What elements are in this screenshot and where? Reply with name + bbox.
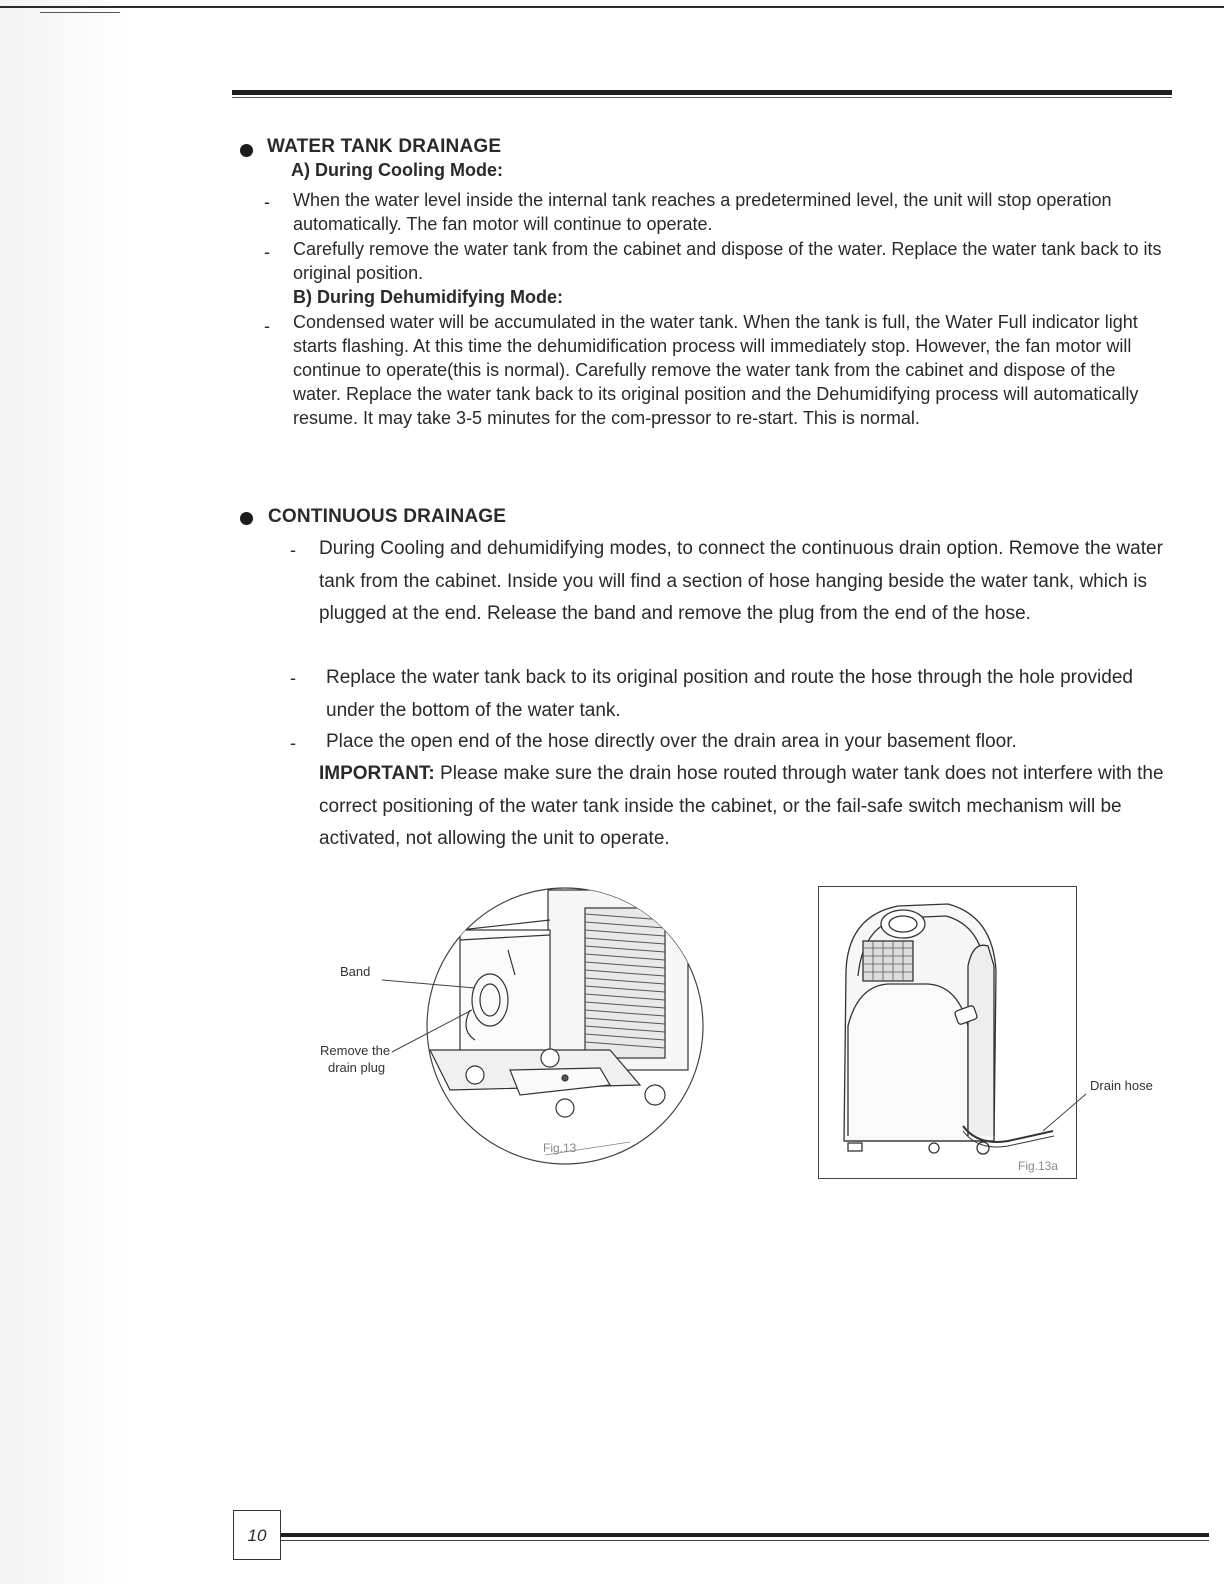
- figure-caption: Fig.13: [543, 1141, 577, 1155]
- subheading-dehumidifying-mode: B) During Dehumidifying Mode:: [293, 287, 563, 307]
- section-title: WATER TANK DRAINAGE: [267, 136, 502, 157]
- dash-marker: -: [264, 242, 270, 262]
- dehumidifier-interior-illustration: [310, 880, 720, 1170]
- dash-marker: -: [290, 733, 296, 753]
- cooling-item-2: Carefully remove the water tank from the cabinet and dispose of the water. Replace the water tank back to its original position.: [293, 239, 1162, 283]
- dash-marker: -: [290, 668, 296, 688]
- important-text: Please make sure the drain hose routed through water tank does not interfere with the correct positioning of the water tank inside the cabinet, or the fail-safe switch mechanism will be activated, not allowing the unit to operate.: [319, 763, 1164, 849]
- dash-marker: -: [290, 540, 296, 560]
- page-spine-shadow: [0, 0, 130, 1584]
- page-number: 10: [247, 1526, 267, 1545]
- header-rule: [232, 90, 1172, 95]
- bullet-icon: [240, 512, 253, 525]
- important-note: [319, 758, 1174, 856]
- footer-rule: [281, 1533, 1209, 1537]
- footer-rule-thin: [281, 1540, 1209, 1541]
- continuous-item-3: Place the open end of the hose directly over the drain area in your basement floor.: [326, 731, 1017, 752]
- subheading-cooling-mode: A) During Cooling Mode:: [291, 160, 503, 180]
- header-rule-thin: [232, 97, 1172, 98]
- label-band: Band: [340, 964, 371, 979]
- cooling-item-1: When the water level inside the internal tank reaches a predetermined level, the unit will stop operation automatically. The fan motor will continue to operate.: [293, 190, 1112, 234]
- bullet-icon: [240, 144, 253, 157]
- important-label: IMPORTANT:: [319, 763, 435, 784]
- figure-13: [310, 880, 720, 1170]
- continuous-item-1: During Cooling and dehumidifying modes, to connect the continuous drain option. Remove the water tank from the cabinet. Inside you will find a section of hose hanging beside the water tank, which is plugged at the end. Release the band and remove the plug from the end of the hose.: [319, 538, 1163, 624]
- label-drain-hose: Drain hose: [1090, 1078, 1153, 1093]
- label-remove-plug-line1: Remove the: [320, 1043, 391, 1058]
- label-remove-plug-line2: drain plug: [328, 1060, 386, 1075]
- scan-edge-line: [0, 6, 1224, 8]
- continuous-item-2: Replace the water tank back to its original position and route the hose through the hole provided under the bottom of the water tank.: [326, 667, 1133, 721]
- dash-marker: -: [264, 192, 270, 212]
- dehumidifier-exterior-illustration: [818, 886, 1168, 1181]
- figure-caption: Fig.13a: [1018, 1159, 1059, 1173]
- page-number-box: [233, 1510, 281, 1560]
- section-title: CONTINUOUS DRAINAGE: [268, 506, 507, 527]
- figure-13a: [818, 886, 1168, 1181]
- dehumidifying-item-1: Condensed water will be accumulated in the water tank. When the tank is full, the Water Full indicator light starts flashing. At this time the dehumidification process will immediately stop. However, the fan motor will continue to operate(this is normal). Carefully remove the water tank from the cabinet and dispose of the water. Replace the water tank back to its original position and the Dehumidifying process will automatically resume. It may take 3-5 minutes for the com-pressor to re-start. This is normal.: [293, 312, 1139, 428]
- scan-edge-mark: [40, 12, 120, 13]
- dash-marker: -: [264, 316, 270, 336]
